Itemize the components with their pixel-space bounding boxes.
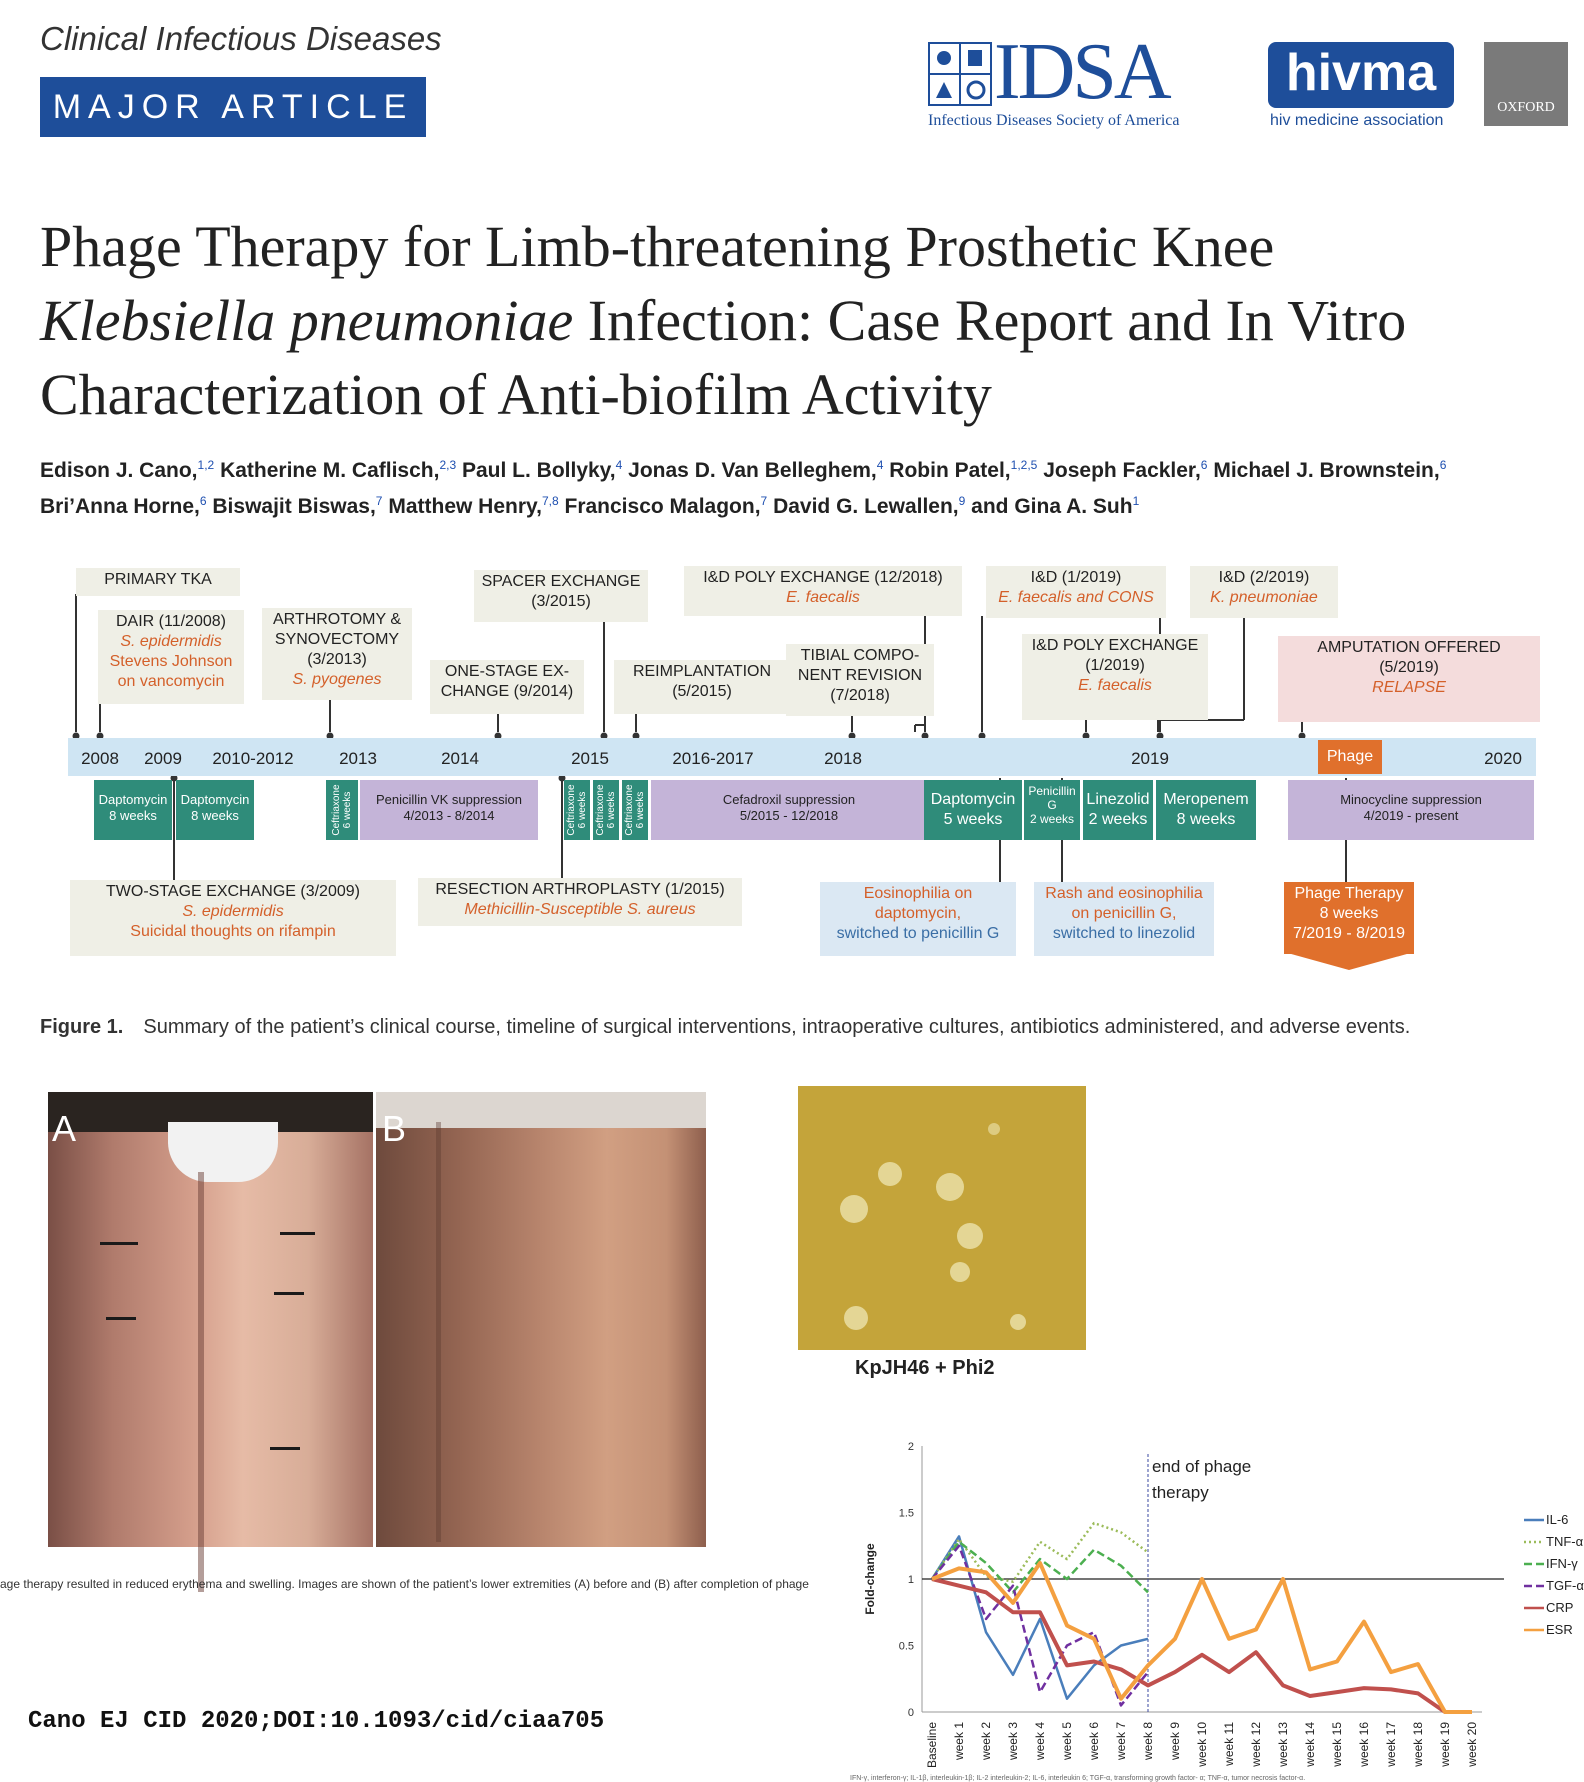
figure-1-label: Figure 1. [40, 1016, 124, 1038]
antibiotic-label: Daptomycin [930, 791, 1016, 808]
event-organism: RELAPSE [1372, 679, 1446, 696]
antibiotic-label: 6 weeks [606, 791, 617, 829]
event-label: NENT REVISION [797, 667, 923, 684]
y-tick-label: 2 [907, 1441, 914, 1453]
hivma-wordmark: hivma [1268, 42, 1454, 108]
plaque-image [798, 1086, 1086, 1350]
x-tick-label: week 4 [1033, 1722, 1047, 1761]
event-organism: E. faecalis [1078, 677, 1152, 694]
x-tick-label: week 7 [1114, 1722, 1128, 1761]
event-organism: E. faecalis and CONS [998, 589, 1154, 606]
x-tick-label: week 11 [1222, 1722, 1236, 1766]
event-organism: Stevens Johnson [109, 653, 233, 670]
author-affiliation: 7 [760, 494, 768, 508]
timeline-year: 2010-2012 [212, 749, 294, 768]
event-detail: daptomycin, [874, 905, 962, 922]
event-label: I&D POLY EXCHANGE (12/2018) [703, 569, 943, 586]
author-name: Bri’Anna Horne, [40, 495, 200, 518]
antibiotic-label: 8 weeks [109, 808, 157, 823]
oxford-wordmark: OXFORD [1497, 100, 1555, 115]
event-organism: S. pyogenes [292, 671, 382, 688]
antibiotic-label: Linezolid [1086, 791, 1150, 808]
citation: Cano EJ CID 2020;DOI:10.1093/cid/ciaa705 [28, 1708, 605, 1735]
event-label: 7/2019 - 8/2019 [1292, 925, 1406, 942]
antibiotic-course [924, 780, 1022, 840]
timeline-event-top [786, 644, 934, 716]
timeline-year: 2015 [571, 749, 609, 768]
event-label: (5/2019) [1379, 659, 1439, 676]
event-label: (1/2019) [1085, 657, 1145, 674]
legend-label: IL-6 [1546, 1512, 1569, 1527]
antibiotic-label: 5/2015 - 12/2018 [739, 808, 839, 823]
figure-1-timeline [0, 560, 1584, 980]
antibiotic-course [564, 780, 590, 840]
timeline-event-bottom [820, 882, 1016, 956]
author [889, 459, 1037, 482]
title-organism: Klebsiella pneumoniae [40, 288, 574, 353]
author [773, 495, 965, 518]
timeline-event-top [1022, 634, 1208, 720]
article-title [40, 210, 1560, 432]
event-label: REIMPLANTATION [632, 663, 772, 680]
x-tick-label: week 6 [1087, 1722, 1101, 1761]
x-tick-label: week 12 [1249, 1722, 1263, 1767]
event-label: DAIR (11/2008) [116, 613, 226, 630]
antibiotic-label: 2 weeks [1029, 812, 1075, 826]
x-tick-label: week 5 [1060, 1722, 1074, 1761]
antibiotic-label: Cefadroxil suppression [722, 792, 856, 807]
title-line-1: Phage Therapy for Limb-threatening Prosthetic Knee [40, 214, 1275, 279]
author-affiliation: 7,8 [541, 494, 559, 508]
x-tick-label: week 15 [1330, 1722, 1344, 1767]
event-detail-action: switched to linezolid [1052, 925, 1196, 942]
antibiotic-course [326, 780, 358, 840]
x-tick-label: week 20 [1465, 1722, 1479, 1767]
cytokine-chart [848, 1420, 1584, 1780]
antibiotic-course [94, 780, 172, 840]
antibiotic-label: 4/2013 - 8/2014 [403, 808, 495, 823]
event-label: (5/2015) [672, 683, 732, 700]
antibiotic-label: Minocycline suppression [1340, 792, 1482, 807]
author-name: Joseph Fackler, [1043, 459, 1201, 482]
x-tick-label: week 3 [1006, 1722, 1020, 1761]
hivma-logo [1268, 42, 1458, 132]
timeline-event-bottom [1284, 882, 1414, 954]
x-tick-label: week 18 [1411, 1722, 1425, 1767]
figure-1-text: Summary of the patient’s clinical course, timeline of surgical interventions, intraoperative cultures, antibiotics administered, and adverse events. [143, 1016, 1411, 1038]
series-line-crp [932, 1579, 1472, 1712]
timeline-event-top [98, 610, 244, 704]
author-affiliation: 6 [1439, 458, 1447, 472]
figure-1-caption [40, 1016, 1410, 1039]
antibiotic-label: Ceftriaxone [331, 784, 342, 836]
antibiotic-label: 8 weeks [1176, 811, 1236, 828]
event-label: SYNOVECTOMY [274, 631, 400, 648]
figure-2-caption: age therapy resulted in reduced erythema and swelling. Images are shown of the patient’s lower extremities (A) before and (B) after completion of phage [0, 1577, 809, 1591]
event-label: (3/2015) [531, 593, 591, 610]
author [40, 495, 207, 518]
x-tick-label: week 17 [1384, 1722, 1398, 1767]
antibiotic-label: 5 weeks [943, 811, 1003, 828]
timeline-year: 2009 [144, 749, 182, 768]
x-tick-label: week 1 [952, 1722, 966, 1761]
author-name: David G. Lewallen, [773, 495, 959, 518]
idsa-emblem-icon [928, 42, 992, 106]
author [565, 495, 768, 518]
author-affiliation: 1 [1132, 494, 1140, 508]
legend-label: IFN-γ [1546, 1556, 1578, 1571]
author-affiliation: 9 [958, 494, 966, 508]
author-name: and Gina A. Suh [971, 495, 1133, 518]
legend-label: TGF-α [1546, 1578, 1584, 1593]
event-label: TWO-STAGE EXCHANGE (3/2009) [106, 883, 360, 900]
timeline-year: 2014 [441, 749, 479, 768]
timeline-event-top [474, 570, 648, 622]
chart-footnote: IFN-γ, interferon-γ; IL-1β, interleukin-1β; IL-2 interleukin-2; IL-6, interleukin 6; TGF-α, transforming growth factor- α; TNF-α, tumor necrosis factor-α. [850, 1775, 1306, 1782]
author-name: Jonas D. Van Belleghem, [628, 459, 877, 482]
author-affiliation: 6 [199, 494, 207, 508]
x-tick-label: week 9 [1168, 1722, 1182, 1761]
y-axis-label: Fold-change [863, 1543, 877, 1615]
event-detail: Eosinophilia on [863, 885, 973, 902]
timeline-event-top [1278, 636, 1540, 722]
event-label: I&D (1/2019) [1030, 569, 1122, 586]
photo-b-label: B [382, 1108, 407, 1149]
antibiotic-label: Penicillin VK suppression [376, 792, 522, 807]
y-tick-label: 0.5 [898, 1640, 914, 1653]
event-detail: Suicidal thoughts on rifampin [130, 923, 336, 940]
author-affiliation: 4 [876, 458, 884, 472]
author-name: Katherine M. Caflisch, [220, 459, 440, 482]
antibiotic-course [1024, 780, 1080, 840]
cytokine-chart-svg [848, 1420, 1584, 1775]
x-tick-label: week 19 [1438, 1722, 1452, 1767]
x-tick-label: Baseline [925, 1722, 939, 1769]
author-name: Francisco Malagon, [564, 495, 761, 518]
hivma-subtitle: hiv medicine association [1270, 112, 1444, 129]
event-detail: Methicillin-Susceptible S. aureus [464, 901, 696, 918]
x-tick-label: week 13 [1276, 1722, 1290, 1767]
timeline-year: 2020 [1484, 749, 1522, 768]
timeline-year: 2013 [339, 749, 377, 768]
author [462, 459, 622, 482]
timeline-event-bottom [1034, 882, 1214, 956]
antibiotic-label: Daptomycin [180, 792, 250, 807]
event-label: Phage Therapy [1294, 885, 1404, 902]
photo-before-knees [48, 1092, 373, 1547]
antibiotic-course [651, 780, 927, 840]
antibiotic-course [176, 780, 254, 840]
author-name: Edison J. Cano, [40, 459, 198, 482]
legend-label: TNF-α [1546, 1534, 1584, 1549]
antibiotic-label: 8 weeks [191, 808, 239, 823]
legend-label: CRP [1546, 1600, 1574, 1615]
x-tick-label: week 10 [1195, 1722, 1209, 1767]
timeline-event-top [262, 608, 412, 700]
author-affiliation: 4 [615, 458, 623, 472]
author-name: Paul L. Bollyky, [461, 459, 616, 482]
antibiotic-label: Ceftriaxone [595, 784, 606, 836]
event-label: CHANGE (9/2014) [440, 683, 574, 700]
event-label: AMPUTATION OFFERED [1317, 639, 1501, 656]
event-detail: Rash and eosinophilia [1045, 885, 1203, 902]
author [971, 495, 1139, 518]
photo-after-knees [376, 1092, 706, 1547]
event-organism: E. faecalis [786, 589, 860, 606]
annotation-text-line-2: therapy [1152, 1483, 1209, 1502]
timeline-event-top [684, 566, 962, 616]
idsa-wordmark: IDSA [994, 28, 1169, 116]
y-tick-label: 0 [907, 1707, 914, 1719]
timeline-event-top [430, 660, 584, 714]
timeline-year: 2016-2017 [672, 749, 754, 768]
photo-a-label: A [52, 1108, 77, 1149]
author-name: Robin Patel, [889, 459, 1011, 482]
y-tick-label: 1.5 [898, 1507, 914, 1520]
legend-label: ESR [1546, 1622, 1573, 1637]
author [388, 495, 558, 518]
timeline-event-bottom [70, 880, 396, 956]
antibiotic-label: Ceftriaxone [624, 784, 635, 836]
y-tick-label: 1 [907, 1574, 914, 1586]
journal-name: Clinical Infectious Diseases [40, 20, 442, 57]
author-affiliation: 6 [1200, 458, 1208, 472]
idsa-subtitle: Infectious Diseases Society of America [928, 112, 1180, 129]
timeline-event-top [614, 660, 790, 714]
author [1043, 459, 1207, 482]
antibiotic-label: G [1047, 798, 1057, 812]
author-name: Michael J. Brownstein, [1213, 459, 1440, 482]
author [212, 495, 382, 518]
event-label: RESECTION ARTHROPLASTY (1/2015) [435, 881, 725, 898]
author-list [40, 450, 1550, 522]
event-organism: S. epidermidis [120, 633, 222, 650]
timeline-event-top [1190, 566, 1338, 618]
event-label: SPACER EXCHANGE [481, 573, 641, 590]
event-label: I&D (2/2019) [1218, 569, 1310, 586]
author-name: Biswajit Biswas, [212, 495, 376, 518]
antibiotic-label: Penicillin [1028, 784, 1076, 798]
event-label: TIBIAL COMPO- [800, 647, 920, 664]
event-detail: S. epidermidis [182, 903, 284, 920]
oxford-logo [1484, 42, 1568, 126]
event-label: ARTHROTOMY & [272, 611, 402, 628]
author [628, 459, 883, 482]
antibiotic-label: 6 weeks [635, 791, 646, 829]
timeline-year: 2019 [1131, 749, 1169, 768]
antibiotic-course [622, 780, 648, 840]
author-affiliation: 1,2 [197, 458, 215, 472]
antibiotic-label: Ceftriaxone [566, 784, 577, 836]
idsa-logo [928, 28, 1248, 132]
author [220, 459, 456, 482]
antibiotic-label: Meropenem [1163, 791, 1249, 808]
annotation-text-line-1: end of phage [1152, 1457, 1252, 1476]
title-line-3: Characterization of Anti-biofilm Activity [40, 362, 992, 427]
antibiotic-course [1288, 780, 1534, 840]
antibiotic-label: Daptomycin [98, 792, 168, 807]
event-detail-action: switched to penicillin G [836, 925, 1000, 942]
x-tick-label: week 8 [1141, 1722, 1155, 1761]
event-label: (7/2018) [830, 687, 890, 704]
timeline-year: 2018 [824, 749, 862, 768]
antibiotic-label: 2 weeks [1088, 811, 1148, 828]
antibiotic-course [360, 780, 538, 840]
antibiotic-course [1083, 780, 1153, 840]
title-line-2-rest: Infection: Case Report and In Vitro [573, 288, 1407, 353]
timeline-event-top [986, 566, 1166, 618]
author-affiliation: 1,2,5 [1010, 458, 1038, 472]
x-tick-label: week 16 [1357, 1722, 1371, 1767]
article-type-badge: MAJOR ARTICLE [40, 77, 426, 137]
author [40, 459, 214, 482]
author [1213, 459, 1446, 482]
antibiotic-course [1156, 780, 1256, 840]
timeline-year: Phage [1318, 740, 1382, 774]
event-label: 8 weeks [1319, 905, 1379, 922]
antibiotic-label: 6 weeks [577, 791, 588, 829]
antibiotic-course [593, 780, 619, 840]
timeline-event-top [76, 568, 240, 596]
title-line-2 [40, 284, 1560, 358]
event-label: PRIMARY TKA [104, 571, 212, 588]
antibiotic-label: 6 weeks [342, 791, 353, 829]
event-detail: on penicillin G, [1071, 905, 1177, 922]
plaque-label: KpJH46 + Phi2 [855, 1357, 995, 1379]
plaque-spots [798, 1086, 1086, 1350]
event-label: (3/2013) [307, 651, 367, 668]
event-label: ONE-STAGE EX- [444, 663, 570, 680]
timeline-year: 2008 [81, 749, 119, 768]
event-organism: K. pneumoniae [1210, 589, 1318, 606]
timeline-event-bottom [418, 878, 742, 926]
author-affiliation: 7 [375, 494, 383, 508]
x-tick-label: week 2 [979, 1722, 993, 1761]
event-label: I&D POLY EXCHANGE [1031, 637, 1199, 654]
author-affiliation: 2,3 [439, 458, 457, 472]
x-tick-label: week 14 [1303, 1722, 1317, 1767]
author-name: Matthew Henry, [388, 495, 542, 518]
event-organism: on vancomycin [117, 673, 225, 690]
antibiotic-label: 4/2019 - present [1363, 808, 1459, 823]
